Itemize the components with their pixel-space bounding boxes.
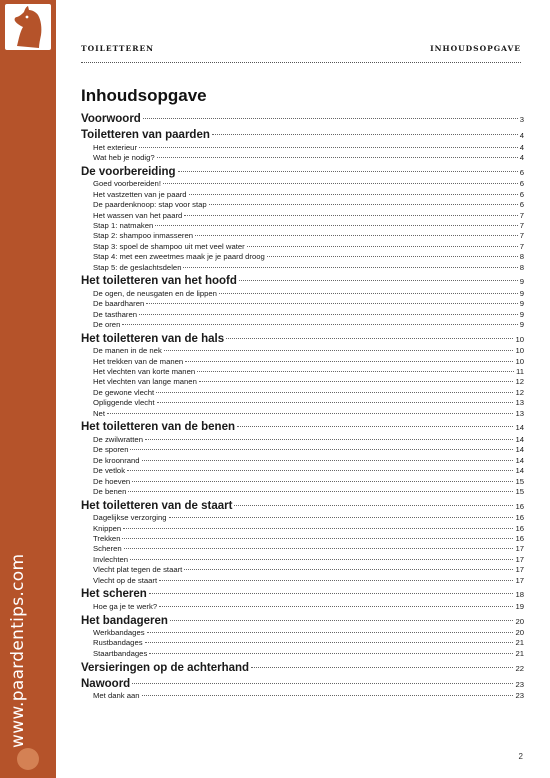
toc-dot-leader: [145, 439, 513, 440]
toc-section-entry[interactable]: [81, 513, 524, 523]
toc-entry-page: 3: [519, 115, 524, 125]
toc-entry-page: 16: [515, 533, 524, 543]
toc-chapter-entry[interactable]: [81, 165, 524, 180]
toc-entry-title: Versieringen op de achterhand: [81, 661, 250, 674]
toc-dot-leader: [130, 559, 513, 560]
toc-entry-page: 17: [515, 544, 524, 554]
toc-dot-leader: [170, 620, 514, 621]
toc-section-entry[interactable]: [81, 367, 524, 377]
toc-entry-page: 9: [519, 309, 524, 319]
toc-dot-leader: [155, 225, 517, 226]
toc-dot-leader: [142, 695, 514, 696]
toc-entry-title: Werkbandages: [93, 628, 145, 638]
toc-entry-title: Dagelijkse verzorging: [93, 513, 167, 523]
toc-dot-leader: [189, 194, 518, 195]
header-divider: [81, 62, 521, 63]
toc-chapter-entry[interactable]: [81, 420, 524, 435]
toc-section-entry[interactable]: [81, 179, 524, 189]
horse-head-icon: [5, 4, 51, 50]
toc-entry-title: Nawoord: [81, 677, 131, 690]
table-of-contents: [81, 111, 524, 701]
toc-dot-leader: [132, 683, 513, 684]
toc-chapter-entry[interactable]: [81, 332, 524, 347]
toc-entry-title: Het exterieur: [93, 142, 138, 152]
toc-section-entry[interactable]: [81, 602, 524, 612]
toc-dot-leader: [185, 361, 513, 362]
toc-dot-leader: [122, 538, 513, 539]
toc-entry-page: 6: [519, 179, 524, 189]
toc-entry-page: 10: [515, 356, 524, 366]
toc-dot-leader: [124, 548, 514, 549]
toc-entry-page: 8: [519, 262, 524, 272]
toc-entry-title: Net: [93, 408, 105, 418]
toc-dot-leader: [132, 481, 513, 482]
toc-entry-page: 4: [519, 142, 524, 152]
toc-entry-title: Goed voorbereiden!: [93, 179, 161, 189]
toc-dot-leader: [163, 183, 518, 184]
toc-dot-leader: [147, 632, 514, 633]
toc-entry-title: Trekken: [93, 533, 121, 543]
toc-entry-title: De oren: [93, 320, 121, 330]
toc-entry-page: 4: [519, 153, 524, 163]
toc-dot-leader: [209, 204, 518, 205]
toc-entry-title: Het toiletteren van het hoofd: [81, 275, 237, 288]
toc-entry-title: Het toiletteren van de staart: [81, 499, 233, 512]
toc-entry-title: Hoe ga je te werk?: [93, 601, 158, 611]
toc-entry-page: 14: [515, 434, 524, 444]
toc-section-entry[interactable]: [81, 231, 524, 241]
toc-section-entry[interactable]: [81, 377, 524, 387]
running-header: [81, 44, 521, 60]
toc-dot-leader: [197, 371, 514, 372]
toc-section-entry[interactable]: [81, 200, 524, 210]
toc-section-entry[interactable]: [81, 153, 524, 163]
toc-entry-page: 12: [515, 377, 524, 387]
toc-entry-title: Voorwoord: [81, 113, 141, 126]
toc-entry-title: Het toiletteren van de benen: [81, 421, 236, 434]
toc-entry-title: De vetlok: [93, 466, 126, 476]
toc-chapter-entry[interactable]: [81, 587, 524, 602]
toc-entry-page: 17: [515, 565, 524, 575]
toc-section-entry[interactable]: [81, 638, 524, 648]
toc-entry-page: 4: [519, 131, 524, 141]
toc-entry-title: Knippen: [93, 523, 122, 533]
toc-section-entry[interactable]: [81, 299, 524, 309]
toc-entry-title: De sporen: [93, 445, 129, 455]
toc-entry-title: Het vlechten van lange manen: [93, 377, 197, 387]
header-section: TOILETTEREN: [81, 44, 155, 53]
toc-section-entry[interactable]: [81, 466, 524, 476]
toc-entry-title: Het scheren: [81, 588, 147, 601]
toc-section-entry[interactable]: [81, 445, 524, 455]
toc-entry-page: 23: [515, 691, 524, 701]
toc-entry-title: Het wassen van het paard: [93, 210, 183, 220]
toc-dot-leader: [127, 470, 513, 471]
toc-dot-leader: [219, 293, 518, 294]
toc-entry-page: 21: [515, 648, 524, 658]
toc-dot-leader: [237, 426, 513, 427]
toc-section-entry[interactable]: [81, 435, 524, 445]
toc-entry-title: Wat heb je nodig?: [93, 153, 155, 163]
toc-entry-title: Met dank aan: [93, 691, 140, 701]
toc-entry-title: Stap 3: spoel de shampoo uit met veel water: [93, 241, 245, 251]
toc-entry-title: De voorbereiding: [81, 165, 176, 178]
toc-entry-page: 9: [519, 288, 524, 298]
toc-entry-title: Het toiletteren van de hals: [81, 332, 225, 345]
toc-entry-page: 9: [519, 277, 524, 287]
toc-dot-leader: [247, 246, 518, 247]
toc-entry-title: Vlecht plat tegen de staart: [93, 565, 183, 575]
toc-entry-page: 13: [515, 398, 524, 408]
toc-chapter-entry[interactable]: [81, 677, 524, 692]
brand-sidebar: [0, 0, 56, 778]
toc-section-entry[interactable]: [81, 320, 524, 330]
toc-dot-leader: [184, 569, 513, 570]
toc-dot-leader: [145, 642, 514, 643]
toc-entry-title: De zwilwratten: [93, 434, 143, 444]
toc-entry-page: 13: [515, 408, 524, 418]
toc-dot-leader: [149, 593, 514, 594]
toc-section-entry[interactable]: [81, 289, 524, 299]
toc-entry-title: Stap 2: shampoo inmasseren: [93, 231, 193, 241]
toc-dot-leader: [234, 505, 513, 506]
toc-section-entry[interactable]: [81, 691, 524, 701]
toc-entry-title: Rustbandages: [93, 638, 143, 648]
toc-dot-leader: [130, 449, 513, 450]
toc-entry-page: 14: [515, 455, 524, 465]
toc-entry-page: 12: [515, 387, 524, 397]
toc-chapter-entry[interactable]: [81, 499, 524, 514]
toc-dot-leader: [164, 350, 514, 351]
page-title: Inhoudsopgave: [81, 86, 207, 105]
toc-section-entry[interactable]: [81, 310, 524, 320]
toc-entry-title: De baardharen: [93, 299, 145, 309]
toc-dot-leader: [267, 256, 518, 257]
toc-section-entry[interactable]: [81, 252, 524, 262]
toc-dot-leader: [143, 118, 518, 119]
toc-chapter-entry[interactable]: [81, 661, 524, 676]
toc-entry-page: 21: [515, 638, 524, 648]
toc-entry-title: De gewone vlecht: [93, 387, 155, 397]
toc-section-entry[interactable]: [81, 263, 524, 273]
toc-section-entry[interactable]: [81, 628, 524, 638]
toc-section-entry[interactable]: [81, 221, 524, 231]
toc-entry-title: Stap 4: met een zweetmes maak je je paard droog: [93, 252, 265, 262]
toc-dot-leader: [156, 392, 513, 393]
toc-dot-leader: [195, 235, 518, 236]
toc-section-entry[interactable]: [81, 565, 524, 575]
toc-entry-page: 16: [515, 523, 524, 533]
toc-entry-title: Scheren: [93, 544, 122, 554]
toc-dot-leader: [139, 314, 518, 315]
toc-entry-title: Het vastzetten van je paard: [93, 189, 187, 199]
toc-dot-leader: [157, 402, 514, 403]
toc-entry-page: 16: [515, 513, 524, 523]
toc-section-entry[interactable]: [81, 357, 524, 367]
page-number: 2: [518, 752, 523, 761]
toc-section-entry[interactable]: [81, 534, 524, 544]
toc-entry-title: De paardenknoop: stap voor stap: [93, 200, 207, 210]
toc-entry-page: 7: [519, 241, 524, 251]
toc-entry-page: 18: [515, 590, 524, 600]
toc-entry-page: 11: [516, 367, 524, 377]
toc-entry-page: 22: [515, 663, 524, 673]
toc-dot-leader: [212, 134, 518, 135]
toc-entry-page: 10: [515, 346, 524, 356]
toc-dot-leader: [251, 667, 513, 668]
toc-entry-title: De benen: [93, 486, 127, 496]
toc-entry-page: 17: [515, 554, 524, 564]
toc-section-entry[interactable]: [81, 190, 524, 200]
toc-dot-leader: [199, 381, 514, 382]
toc-entry-page: 17: [515, 575, 524, 585]
horse-logo: [5, 4, 51, 50]
website-url: www.paardentips.com: [8, 553, 28, 748]
toc-entry-title: Stap 5: de geslachtsdelen: [93, 262, 182, 272]
toc-section-entry[interactable]: [81, 555, 524, 565]
decorative-circle: [17, 748, 39, 770]
toc-entry-title: De manen in de nek: [93, 346, 162, 356]
toc-section-entry[interactable]: [81, 456, 524, 466]
toc-dot-leader: [183, 267, 517, 268]
toc-section-entry[interactable]: [81, 576, 524, 586]
toc-entry-page: 20: [515, 616, 524, 626]
toc-dot-leader: [157, 157, 518, 158]
toc-entry-title: Het trekken van de manen: [93, 356, 184, 366]
toc-chapter-entry[interactable]: [81, 128, 524, 143]
toc-entry-page: 20: [515, 628, 524, 638]
toc-entry-title: Staartbandages: [93, 648, 148, 658]
toc-chapter-entry[interactable]: [81, 274, 524, 289]
toc-entry-page: 10: [515, 334, 524, 344]
toc-entry-title: Opliggende vlecht: [93, 398, 155, 408]
toc-entry-title: Invlechten: [93, 554, 129, 564]
toc-entry-title: De ogen, de neusgaten en de lippen: [93, 288, 217, 298]
toc-dot-leader: [107, 413, 513, 414]
toc-dot-leader: [139, 147, 518, 148]
toc-entry-page: 6: [519, 167, 524, 177]
toc-dot-leader: [123, 528, 513, 529]
toc-dot-leader: [178, 171, 518, 172]
toc-entry-title: Het vlechten van korte manen: [93, 367, 196, 377]
toc-section-entry[interactable]: [81, 211, 524, 221]
toc-entry-page: 9: [519, 320, 524, 330]
toc-entry-page: 15: [515, 486, 524, 496]
toc-entry-page: 19: [515, 601, 524, 611]
toc-entry-page: 14: [515, 466, 524, 476]
toc-entry-title: De hoeven: [93, 476, 131, 486]
toc-dot-leader: [149, 653, 513, 654]
toc-entry-title: Stap 1: natmaken: [93, 221, 154, 231]
toc-entry-page: 8: [519, 252, 524, 262]
toc-dot-leader: [239, 280, 518, 281]
toc-dot-leader: [184, 215, 517, 216]
toc-section-entry[interactable]: [81, 477, 524, 487]
toc-dot-leader: [169, 517, 514, 518]
toc-section-entry[interactable]: [81, 143, 524, 153]
toc-entry-page: 16: [515, 501, 524, 511]
toc-entry-title: De tastharen: [93, 309, 138, 319]
toc-dot-leader: [146, 303, 517, 304]
toc-chapter-entry[interactable]: [81, 112, 524, 127]
header-chapter: INHOUDSOPGAVE: [430, 44, 521, 53]
toc-entry-page: 9: [519, 299, 524, 309]
toc-dot-leader: [159, 580, 513, 581]
toc-dot-leader: [226, 338, 513, 339]
toc-section-entry[interactable]: [81, 649, 524, 659]
toc-entry-page: 15: [515, 476, 524, 486]
toc-dot-leader: [122, 324, 517, 325]
toc-entry-page: 6: [519, 189, 524, 199]
toc-entry-page: 14: [515, 423, 524, 433]
toc-section-entry[interactable]: [81, 524, 524, 534]
toc-chapter-entry[interactable]: [81, 614, 524, 629]
toc-entry-title: Toiletteren van paarden: [81, 129, 210, 142]
toc-entry-page: 7: [519, 221, 524, 231]
toc-dot-leader: [128, 491, 513, 492]
toc-entry-page: 23: [515, 679, 524, 689]
toc-section-entry[interactable]: [81, 388, 524, 398]
toc-entry-title: De kroonrand: [93, 455, 140, 465]
toc-entry-title: Het bandageren: [81, 614, 168, 627]
toc-dot-leader: [142, 460, 514, 461]
toc-entry-title: Vlecht op de staart: [93, 575, 158, 585]
toc-entry-page: 14: [515, 445, 524, 455]
toc-section-entry[interactable]: [81, 346, 524, 356]
toc-dot-leader: [159, 606, 513, 607]
toc-entry-page: 7: [519, 210, 524, 220]
toc-entry-page: 6: [519, 200, 524, 210]
toc-section-entry[interactable]: [81, 398, 524, 408]
toc-section-entry[interactable]: [81, 409, 524, 419]
toc-section-entry[interactable]: [81, 544, 524, 554]
toc-entry-page: 7: [519, 231, 524, 241]
toc-section-entry[interactable]: [81, 487, 524, 497]
toc-section-entry[interactable]: [81, 242, 524, 252]
